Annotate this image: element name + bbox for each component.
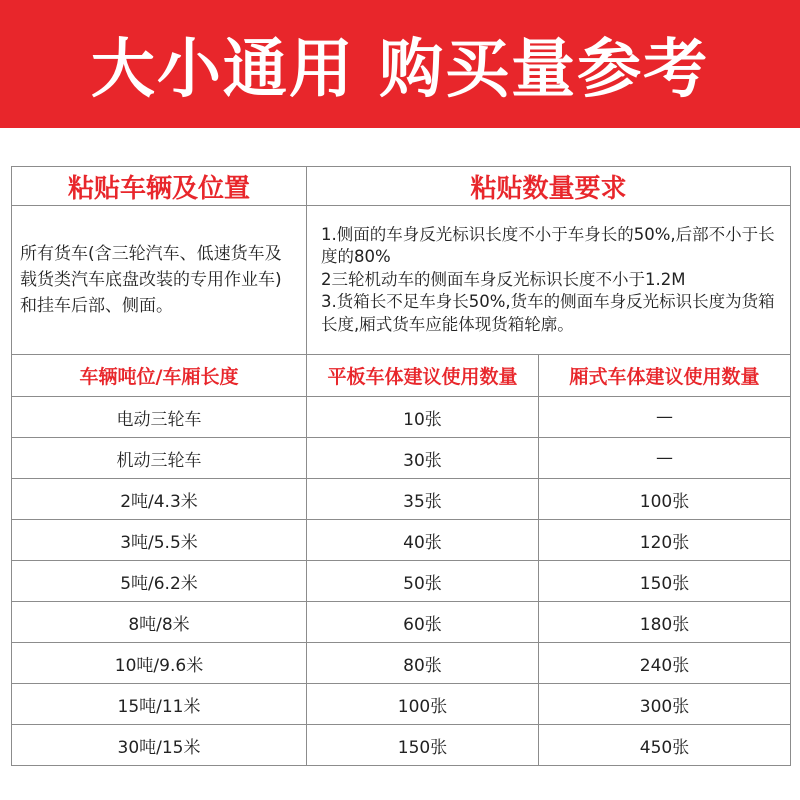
page-title: 大小通用 购买量参考 (90, 33, 710, 107)
table-row (12, 520, 791, 561)
column-header-row (12, 355, 791, 397)
cell-tonnage: 10吨/9.6米 (12, 643, 307, 684)
header-vehicle-position: 粘贴车辆及位置 (12, 167, 307, 206)
cell-box-qty: — (539, 438, 791, 479)
cell-flatbed-qty: 30张 (307, 438, 539, 479)
cell-tonnage: 30吨/15米 (12, 725, 307, 766)
table-row (12, 561, 791, 602)
cell-flatbed-qty: 10张 (307, 397, 539, 438)
cell-flatbed-qty: 40张 (307, 520, 539, 561)
cell-flatbed-qty: 80张 (307, 643, 539, 684)
cell-tonnage: 8吨/8米 (12, 602, 307, 643)
description-row (12, 206, 791, 355)
purchase-reference-table (11, 166, 791, 766)
column-header-box-truck: 厢式车体建议使用数量 (539, 355, 791, 397)
table-row (12, 643, 791, 684)
vehicle-scope-text: 所有货车(含三轮汽车、低速货车及载货类汽车底盘改装的专用作业车)和挂车后部、侧面。 (12, 206, 307, 355)
cell-tonnage: 5吨/6.2米 (12, 561, 307, 602)
cell-tonnage: 3吨/5.5米 (12, 520, 307, 561)
table-row (12, 684, 791, 725)
table-header-row (12, 167, 791, 206)
cell-box-qty: 240张 (539, 643, 791, 684)
table-row (12, 725, 791, 766)
requirement-line-2: 2三轮机动车的侧面车身反光标识长度不小于1.2M (321, 269, 686, 289)
cell-box-qty: 120张 (539, 520, 791, 561)
cell-box-qty: — (539, 397, 791, 438)
table-row (12, 479, 791, 520)
column-header-flatbed: 平板车体建议使用数量 (307, 355, 539, 397)
cell-tonnage: 机动三轮车 (12, 438, 307, 479)
table-row (12, 438, 791, 479)
requirement-line-1: 1.侧面的车身反光标识长度不小于车身长的50%,后部不小于长度的80% (321, 224, 775, 267)
cell-flatbed-qty: 50张 (307, 561, 539, 602)
cell-box-qty: 150张 (539, 561, 791, 602)
cell-tonnage: 电动三轮车 (12, 397, 307, 438)
cell-tonnage: 15吨/11米 (12, 684, 307, 725)
cell-box-qty: 180张 (539, 602, 791, 643)
cell-flatbed-qty: 60张 (307, 602, 539, 643)
requirement-line-3: 3.货箱长不足车身长50%,货车的侧面车身反光标识长度为货箱长度,厢式货车应能体现货箱轮廓。 (321, 292, 775, 334)
title-banner (0, 0, 800, 128)
cell-flatbed-qty: 150张 (307, 725, 539, 766)
table-row (12, 602, 791, 643)
header-quantity-requirement: 粘贴数量要求 (307, 167, 791, 206)
cell-flatbed-qty: 100张 (307, 684, 539, 725)
cell-flatbed-qty: 35张 (307, 479, 539, 520)
cell-box-qty: 100张 (539, 479, 791, 520)
column-header-tonnage: 车辆吨位/车厢长度 (12, 355, 307, 397)
cell-tonnage: 2吨/4.3米 (12, 479, 307, 520)
data-rows (12, 397, 791, 766)
table-row (12, 397, 791, 438)
cell-box-qty: 300张 (539, 684, 791, 725)
requirement-text (307, 206, 791, 355)
cell-box-qty: 450张 (539, 725, 791, 766)
